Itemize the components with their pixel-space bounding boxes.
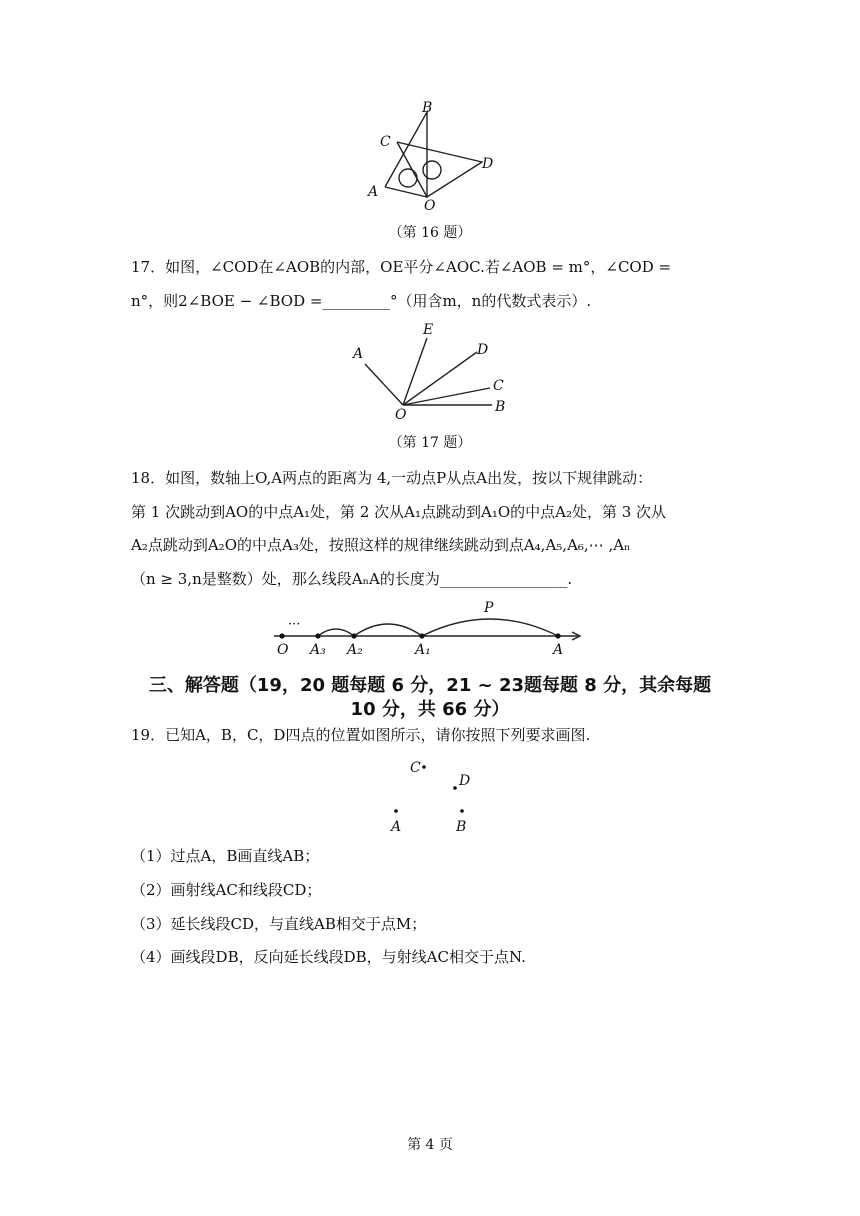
q18-line4: （n ≥ 3,n是整数）处，那么线段AₙA的长度为_________________. [131, 570, 573, 588]
q19-item-3: （3）延长线段CD，与直线AB相交于点M； [131, 915, 427, 933]
q19-item-2: （2）画射线AC和线段CD； [131, 881, 322, 899]
figure-18-number-line [268, 598, 593, 660]
fig18-label-a: A [553, 642, 564, 658]
fig17-caption: （第 17 题） [388, 435, 472, 451]
fig17-label-b: B [495, 399, 506, 415]
fig17-label-a: A [353, 346, 364, 362]
q17-line2: n°，则2∠BOE − ∠BOD =_________°（用含m，n的代数式表示）. [131, 292, 592, 310]
q19-item-4: （4）画线段DB，反向延长线段DB，与射线AC相交于点N. [131, 948, 526, 966]
fig18-dots: ··· [288, 617, 301, 632]
section3-title-line2: 10 分，共 66 分） [350, 699, 510, 720]
q18-line1: 18．如图，数轴上O,A两点的距离为 4,一动点P从点A出发，按以下规律跳动： [131, 469, 653, 487]
fig17-label-d: D [477, 342, 489, 358]
fig18-label-p: P [484, 600, 494, 616]
q19-stem: 19．已知A，B，C，D四点的位置如图所示，请你按照下列要求画图. [131, 726, 591, 744]
section3-title-line1: 三、解答题（19，20 题每题 6 分，21 ~ 23题每题 8 分，其余每题 [148, 675, 712, 696]
q18-line2: 第 1 次跳动到AO的中点A₁处，第 2 次从A₁点跳动到A₁O的中点A₂处，第 3 次从 [131, 503, 667, 521]
q17-line1: 17．如图，∠COD在∠AOB的内部，OE平分∠AOC.若∠AOB = m°，∠COD = [131, 258, 672, 276]
figure-16 [360, 100, 500, 215]
q18-line3: A₂点跳动到A₂O的中点A₃处，按照这样的规律继续跳动到点A₄,A₅,A₆,⋯ ,Aₙ [131, 536, 631, 554]
fig17-label-e: E [423, 322, 434, 338]
fig19-label-a: A [391, 819, 402, 835]
fig17-label-o: O [395, 407, 407, 423]
fig17-label-c: C [493, 378, 504, 394]
fig19-label-b: B [456, 819, 467, 835]
fig19-label-d: D [459, 773, 471, 789]
figure-17 [345, 318, 520, 423]
fig16-label-o: O [424, 198, 436, 214]
fig18-label-a2: A₂ [347, 642, 363, 658]
fig16-label-d: D [482, 156, 494, 172]
fig18-label-a3: A₃ [310, 642, 326, 658]
q19-item-1: （1）过点A，B画直线AB； [131, 847, 320, 865]
figure-19 [380, 752, 490, 837]
fig16-label-c: C [380, 134, 391, 150]
fig18-label-o: O [277, 642, 289, 658]
page-number: 第 4 页 [407, 1137, 453, 1153]
fig16-label-a: A [368, 184, 379, 200]
fig16-caption: （第 16 题） [388, 225, 472, 241]
fig19-label-c: C [410, 760, 421, 776]
fig18-label-a1: A₁ [415, 642, 431, 658]
fig16-label-b: B [422, 100, 433, 116]
